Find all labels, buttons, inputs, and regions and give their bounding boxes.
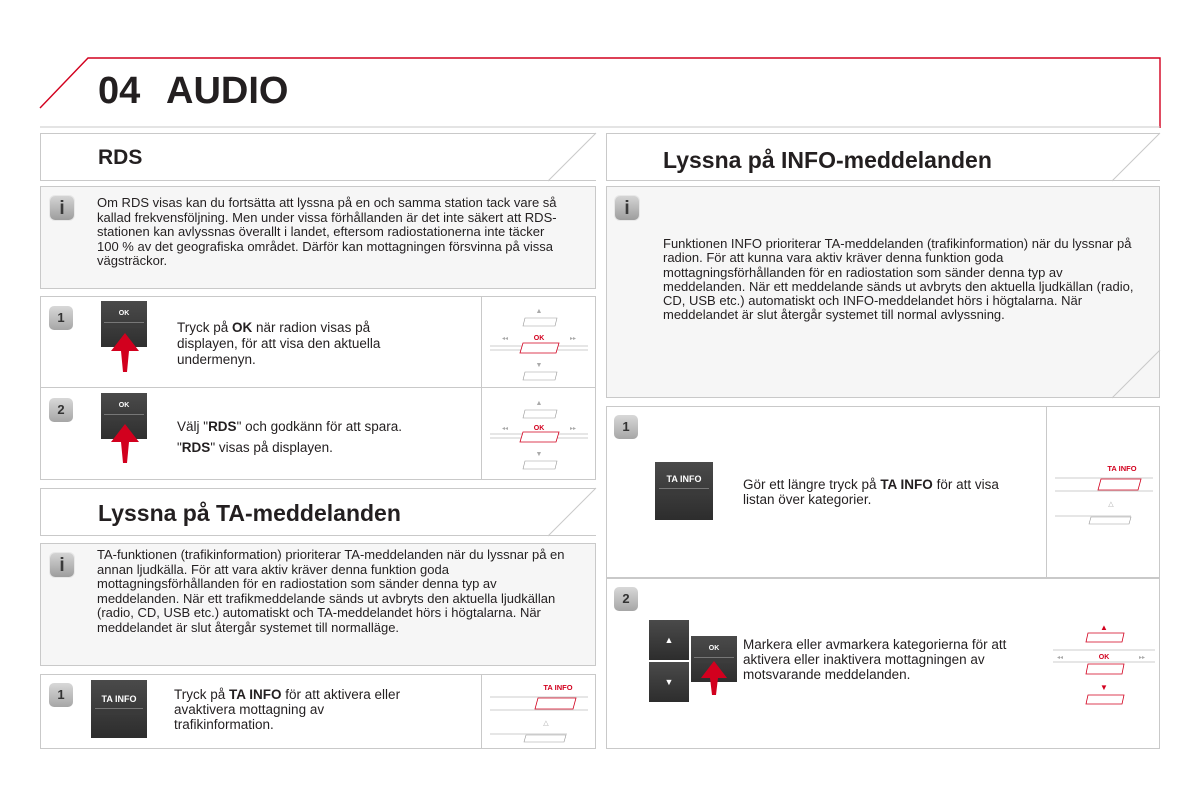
svg-text:OK: OK <box>533 425 545 432</box>
svg-text:▼: ▼ <box>535 451 543 458</box>
ok-button[interactable]: OK <box>101 393 147 439</box>
svg-text:▲: ▲ <box>1100 623 1108 632</box>
svg-text:▸▸: ▸▸ <box>570 426 577 432</box>
step-number-1: 1 <box>49 306 73 330</box>
step-number-2: 2 <box>49 398 73 422</box>
step-number-1: 1 <box>49 683 73 707</box>
svg-text:▸▸: ▸▸ <box>1139 655 1146 661</box>
rds-step2-text: Välj "RDS" och godkänn för att spara. "RDS" visas på displayen. <box>177 419 402 455</box>
info-info-text: Funktionen INFO prioriterar TA-meddelanden (trafikinformation) när du lyssnar på radion. För att kunna vara aktiv kräver denna funktion goda mottagningsförhållanden för en radiostation som sänder denna typ av meddelanden. När ett meddelande sänds ut avbryts den aktuella ljudkällan (radio, CD, USB etc.) automatiskt och INFO-meddelandet hörs i högtalarna. När meddelandet är slut återgår systemet till normal avlyssning. <box>663 236 1134 323</box>
svg-text:△: △ <box>543 720 549 727</box>
ta-info-button[interactable]: TA INFO <box>91 680 147 738</box>
svg-text:▼: ▼ <box>1100 683 1108 692</box>
svg-text:◂◂: ◂◂ <box>502 426 509 432</box>
step-number-1: 1 <box>614 415 638 439</box>
up-button[interactable] <box>649 620 689 660</box>
step-number-2: 2 <box>614 587 638 611</box>
svg-text:▸▸: ▸▸ <box>570 336 577 342</box>
rds-step1-text: Tryck på OK när radion visas på displayen, för att visa den aktuella undermenyn. <box>177 320 381 367</box>
chapter-title: AUDIO <box>166 70 289 112</box>
display-diagram <box>1047 578 1160 749</box>
svg-text:◂◂: ◂◂ <box>1057 655 1064 661</box>
svg-text:OK: OK <box>533 335 545 342</box>
svg-text:△: △ <box>1108 501 1114 508</box>
ta-title: Lyssna på TA-meddelanden <box>98 500 401 526</box>
svg-text:▲: ▲ <box>535 308 543 315</box>
ok-button[interactable]: OK <box>691 636 737 682</box>
svg-text:▼: ▼ <box>535 362 543 369</box>
svg-text:TA INFO: TA INFO <box>543 683 573 692</box>
svg-text:OK: OK <box>1098 654 1110 661</box>
info-icon: i <box>50 553 74 577</box>
display-diagram <box>1047 406 1160 578</box>
info-step1-text: Gör ett längre tryck på TA INFO för att visa listan över kategorier. <box>743 477 999 507</box>
info-title: Lyssna på INFO-meddelanden <box>663 147 992 173</box>
rds-info-text: Om RDS visas kan du fortsätta att lyssna på en och samma station tack vare så kallad frekvensföljning. Men under vissa förhållanden är det inte säkert att RDS-stationen kan avlyssnas överallt i landet, eftersom radiostationerna inte täcker 100 % av det geografiska området. Därför kan mottagningen försvinna på vissa vägsträckor. <box>97 195 557 268</box>
ta-info-button[interactable]: TA INFO <box>655 462 713 520</box>
press-arrow-icon <box>700 661 730 697</box>
info-icon: i <box>615 196 639 220</box>
svg-text:TA INFO: TA INFO <box>1107 464 1137 473</box>
up-arrow-icon: ▲ <box>664 635 674 645</box>
chapter-number: 04 <box>98 70 141 112</box>
ta-step1-text: Tryck på TA INFO för att aktivera eller avaktivera mottagning av trafikinformation. <box>174 687 401 732</box>
ta-info-text: TA-funktionen (trafikinformation) prioriterar TA-meddelanden när du lyssnar på en annan ljudkälla. För att vara aktiv kräver denna funktion goda mottagningsförhållanden för en radiostation som sänder denna typ av meddelanden. När ett trafikmeddelande sänds ut avbryts den aktuella ljudkällan (radio, CD, USB etc.) automatiskt och TA-meddelandet hörs i högtalarna. När meddelandet är slut återgår systemet till normalläge. <box>97 547 565 635</box>
ok-button[interactable]: OK <box>101 301 147 347</box>
info-icon: i <box>50 196 74 220</box>
rds-title: RDS <box>98 146 143 169</box>
svg-text:◂◂: ◂◂ <box>502 336 509 342</box>
down-button[interactable] <box>649 662 689 702</box>
down-arrow-icon: ▼ <box>664 677 674 687</box>
svg-text:▲: ▲ <box>535 400 543 407</box>
info-step2-text: Markera eller avmarkera kategorierna för att aktivera eller inaktivera mottagningen av motsvarande meddelanden. <box>743 637 1007 682</box>
